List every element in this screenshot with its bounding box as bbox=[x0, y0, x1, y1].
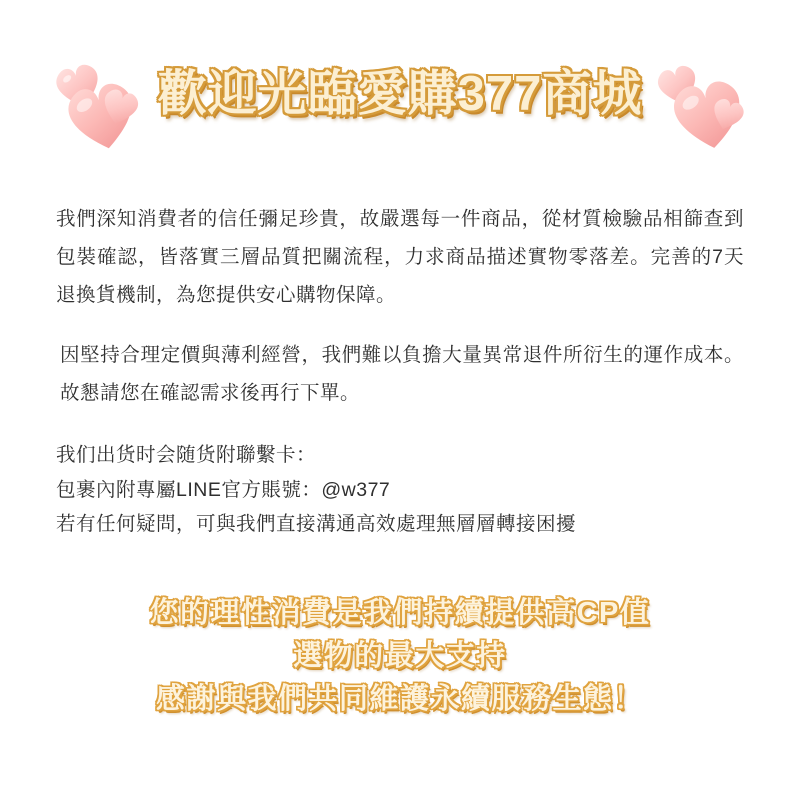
banner-body bbox=[0, 180, 800, 721]
banner-header bbox=[0, 0, 800, 180]
heart-cluster-icon bbox=[38, 62, 158, 152]
heart-cluster-right-svg bbox=[642, 62, 762, 152]
heart-cluster-icon bbox=[642, 62, 762, 152]
page-title: 歡迎光臨愛購377商城 bbox=[157, 67, 643, 121]
contact-block bbox=[56, 438, 744, 542]
contact-line-support: 若有任何疑問，可與我們直接溝通高效處理無層層轉接困擾 bbox=[56, 513, 577, 536]
contact-line-card: 我们出货时会随货附聯繫卡： bbox=[56, 444, 317, 467]
paragraph-quality: 我們深知消費者的信任彌足珍貴，故嚴選每一件商品，從材質檢驗品相篩查到包裝確認，皆落實三層品質把關流程，力求商品描述實物零落差。完善的7天退換貨機制，為您提供安心購物保障。 bbox=[56, 208, 744, 307]
paragraph-pricing: 因堅持合理定價與薄利經營，我們難以負擔大量異常退件所衍生的運作成本。故懇請您在確認需求後再行下單。 bbox=[60, 344, 744, 405]
banner-footer bbox=[56, 592, 744, 721]
heart-cluster-left-svg bbox=[38, 62, 158, 152]
footer-line-2: 選物的最大支持 bbox=[293, 640, 507, 673]
footer-line-3: 感謝與我們共同維護永續服務生態！ bbox=[155, 683, 644, 715]
contact-line-line-id: 包裹內附專屬LINE官方賬號：@w377 bbox=[56, 478, 391, 501]
footer-line-1: 您的理性消費是我們持續提供高CP值 bbox=[149, 597, 651, 630]
